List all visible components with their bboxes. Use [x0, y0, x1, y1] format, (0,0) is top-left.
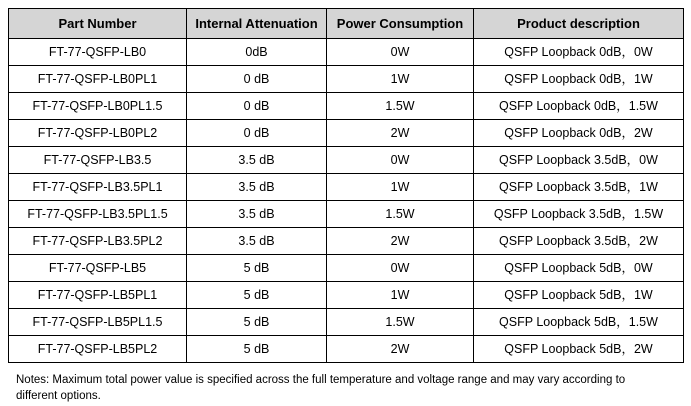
- cell-internal-attenuation: 5 dB: [187, 309, 327, 336]
- cell-part-number: FT-77-QSFP-LB5: [9, 255, 187, 282]
- table-body: [9, 39, 684, 363]
- cell-part-number: FT-77-QSFP-LB3.5PL2: [9, 228, 187, 255]
- cell-product-description: QSFP Loopback 5dB，2W: [474, 336, 684, 363]
- table-header-row: [9, 9, 684, 39]
- cell-power-consumption: 1W: [327, 66, 474, 93]
- cell-product-description: QSFP Loopback 0dB，2W: [474, 120, 684, 147]
- cell-power-consumption: 0W: [327, 39, 474, 66]
- cell-power-consumption: 1.5W: [327, 201, 474, 228]
- cell-product-description: QSFP Loopback 0dB，1.5W: [474, 93, 684, 120]
- cell-internal-attenuation: 3.5 dB: [187, 228, 327, 255]
- cell-part-number: FT-77-QSFP-LB0: [9, 39, 187, 66]
- column-header-power-consumption: Power Consumption: [327, 9, 474, 39]
- cell-internal-attenuation: 5 dB: [187, 336, 327, 363]
- cell-internal-attenuation: 0dB: [187, 39, 327, 66]
- cell-part-number: FT-77-QSFP-LB3.5: [9, 147, 187, 174]
- cell-product-description: QSFP Loopback 5dB，1W: [474, 282, 684, 309]
- cell-internal-attenuation: 5 dB: [187, 255, 327, 282]
- cell-product-description: QSFP Loopback 3.5dB，2W: [474, 228, 684, 255]
- cell-internal-attenuation: 3.5 dB: [187, 201, 327, 228]
- table-row: [9, 147, 684, 174]
- cell-power-consumption: 2W: [327, 228, 474, 255]
- notes-line-1: Notes: Maximum total power value is specified across the full temperature and voltage range and may vary according to: [16, 374, 626, 386]
- table-row: [9, 174, 684, 201]
- cell-internal-attenuation: 3.5 dB: [187, 174, 327, 201]
- table-row: [9, 336, 684, 363]
- cell-part-number: FT-77-QSFP-LB5PL2: [9, 336, 187, 363]
- table-row: [9, 120, 684, 147]
- table-row: [9, 309, 684, 336]
- cell-part-number: FT-77-QSFP-LB5PL1: [9, 282, 187, 309]
- cell-internal-attenuation: 5 dB: [187, 282, 327, 309]
- table-row: [9, 255, 684, 282]
- cell-product-description: QSFP Loopback 5dB，0W: [474, 255, 684, 282]
- cell-power-consumption: 0W: [327, 255, 474, 282]
- cell-product-description: QSFP Loopback 3.5dB，0W: [474, 147, 684, 174]
- specification-table: [8, 8, 684, 363]
- cell-part-number: FT-77-QSFP-LB3.5PL1.5: [9, 201, 187, 228]
- cell-product-description: QSFP Loopback 5dB，1.5W: [474, 309, 684, 336]
- cell-product-description: QSFP Loopback 0dB，0W: [474, 39, 684, 66]
- cell-part-number: FT-77-QSFP-LB0PL2: [9, 120, 187, 147]
- cell-part-number: FT-77-QSFP-LB0PL1.5: [9, 93, 187, 120]
- cell-power-consumption: 2W: [327, 120, 474, 147]
- table-row: [9, 93, 684, 120]
- column-header-product-description: Product description: [474, 9, 684, 39]
- notes-block: [16, 372, 675, 404]
- cell-power-consumption: 2W: [327, 336, 474, 363]
- cell-part-number: FT-77-QSFP-LB5PL1.5: [9, 309, 187, 336]
- cell-product-description: QSFP Loopback 0dB，1W: [474, 66, 684, 93]
- column-header-part-number: Part Number: [9, 9, 187, 39]
- table-header: [9, 9, 684, 39]
- cell-internal-attenuation: 3.5 dB: [187, 147, 327, 174]
- table-row: [9, 39, 684, 66]
- cell-power-consumption: 1.5W: [327, 93, 474, 120]
- cell-power-consumption: 0W: [327, 147, 474, 174]
- cell-power-consumption: 1W: [327, 174, 474, 201]
- notes-line-2: different options.: [16, 390, 101, 402]
- table-row: [9, 282, 684, 309]
- table-row: [9, 201, 684, 228]
- cell-part-number: FT-77-QSFP-LB0PL1: [9, 66, 187, 93]
- cell-power-consumption: 1W: [327, 282, 474, 309]
- cell-internal-attenuation: 0 dB: [187, 66, 327, 93]
- table-row: [9, 66, 684, 93]
- cell-product-description: QSFP Loopback 3.5dB，1W: [474, 174, 684, 201]
- cell-product-description: QSFP Loopback 3.5dB，1.5W: [474, 201, 684, 228]
- cell-part-number: FT-77-QSFP-LB3.5PL1: [9, 174, 187, 201]
- cell-internal-attenuation: 0 dB: [187, 93, 327, 120]
- cell-internal-attenuation: 0 dB: [187, 120, 327, 147]
- column-header-internal-attenuation: Internal Attenuation: [187, 9, 327, 39]
- table-row: [9, 228, 684, 255]
- cell-power-consumption: 1.5W: [327, 309, 474, 336]
